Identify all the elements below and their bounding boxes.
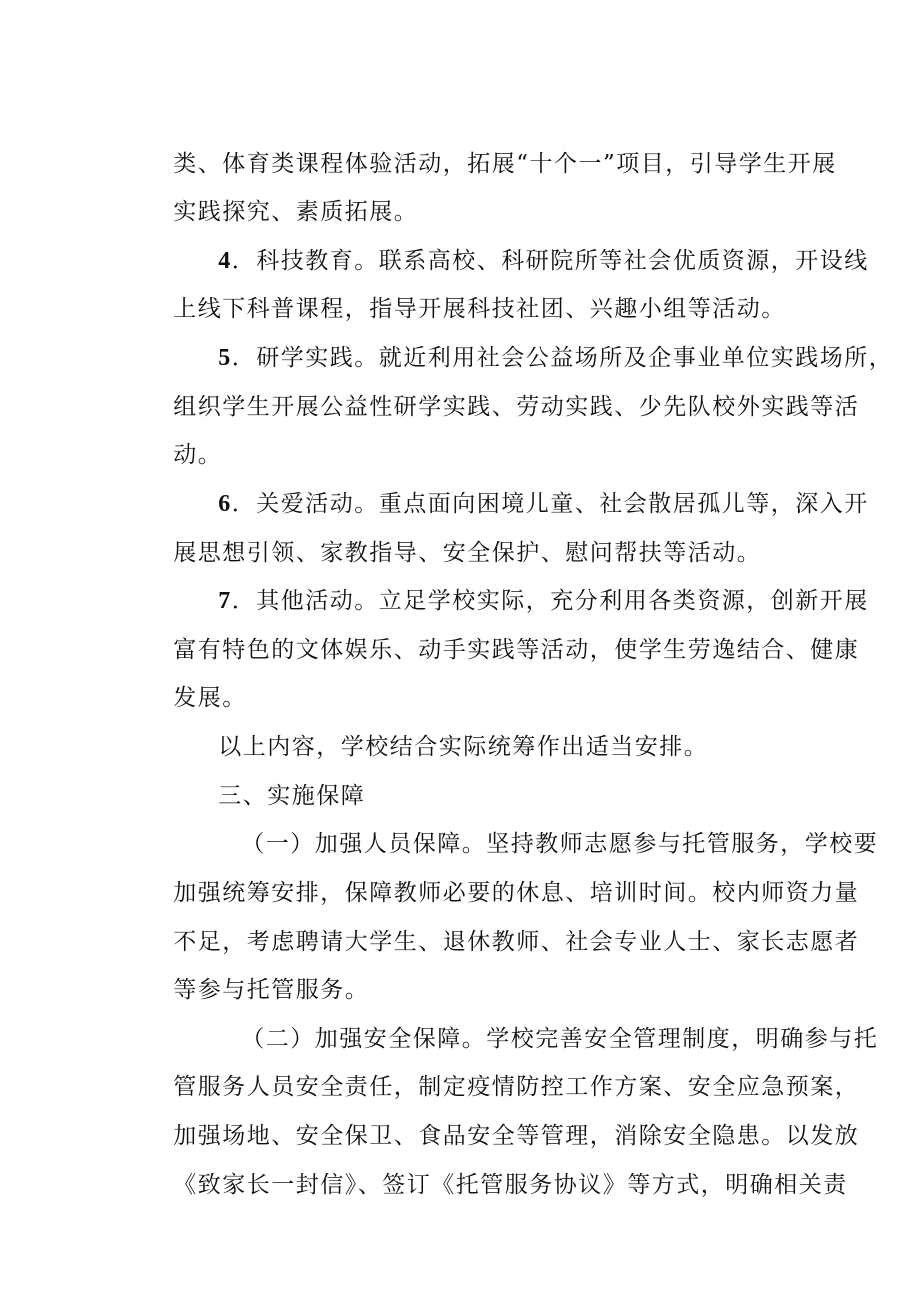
line-text: ．其他活动。立足学校实际，充分利用各类资源，创新开展 [231, 588, 869, 614]
body-line [138, 404, 920, 468]
line-text: 以上内容，学校结合实际统筹作出适当安排。 [218, 734, 709, 760]
line-text: 动。 [173, 442, 223, 468]
line-text: 实践探究、素质拓展。 [173, 199, 419, 225]
line-text: 等参与托管服务。 [173, 977, 370, 1003]
summary-line [183, 696, 920, 760]
line-text: ．研学实践。就近利用社会公益场所及企事业单位实践场所， [231, 345, 894, 371]
line-text: 管服务人员安全责任，制定疫情防控工作方案、安全应急预案， [173, 1074, 860, 1100]
line-text: ．关爱活动。重点面向困境儿童、社会散居孤儿等，深入开 [231, 491, 869, 517]
line-text: （二）加强安全保障。学校完善安全管理制度，明确参与托 [241, 1026, 879, 1052]
line-text: 加强统筹安排，保障教师必要的休息、培训时间。校内师资力量 [173, 880, 860, 906]
section-heading [183, 745, 920, 809]
body-line [138, 161, 920, 225]
subsection-1-line [206, 793, 920, 857]
list-item-5 [183, 307, 920, 371]
list-item-6 [183, 453, 920, 517]
body-line [138, 258, 920, 322]
body-line [138, 1085, 920, 1149]
body-line [138, 356, 920, 420]
item-number: 5 [218, 345, 232, 371]
body-line [138, 113, 920, 177]
list-item-7 [183, 550, 920, 614]
body-line [138, 502, 920, 566]
line-text: （一）加强人员保障。坚持教师志愿参与托管服务，学校要 [241, 831, 879, 857]
line-text: ．科技教育。联系高校、科研院所等社会优质资源，开设线 [231, 248, 869, 274]
subsection-2-line [206, 988, 920, 1052]
heading-text: 三、实施保障 [218, 783, 366, 809]
body-line [138, 647, 920, 711]
body-line [138, 891, 920, 955]
line-text: 《致家长一封信》、签订《托管服务协议》等方式，明确相关责 [173, 1172, 848, 1198]
line-text: 上线下科普课程，指导开展科技社团、兴趣小组等活动。 [173, 296, 786, 322]
line-text: 类、体育类课程体验活动，拓展“十个一”项目，引导学生开展 [173, 151, 837, 177]
list-item-4 [183, 210, 920, 274]
line-text: 发展。 [173, 685, 247, 711]
body-line [138, 1134, 920, 1198]
line-text: 组织学生开展公益性研学实践、劳动实践、少先队校外实践等活 [173, 394, 860, 420]
line-text: 加强场地、安全保卫、食品安全等管理，消除安全隐患。以发放 [173, 1123, 860, 1149]
body-line [138, 1036, 920, 1100]
item-number: 4 [218, 248, 232, 274]
item-number: 6 [218, 491, 232, 517]
line-text: 富有特色的文体娱乐、动手实践等活动，使学生劳逸结合、健康 [173, 637, 860, 663]
body-line [138, 939, 920, 1003]
line-text: 不足，考虑聘请大学生、退休教师、社会专业人士、家长志愿者 [173, 929, 860, 955]
line-text: 展思想引领、家教指导、安全保护、慰问帮扶等活动。 [173, 540, 762, 566]
item-number: 7 [218, 588, 232, 614]
body-line [138, 842, 920, 906]
body-line [138, 599, 920, 663]
